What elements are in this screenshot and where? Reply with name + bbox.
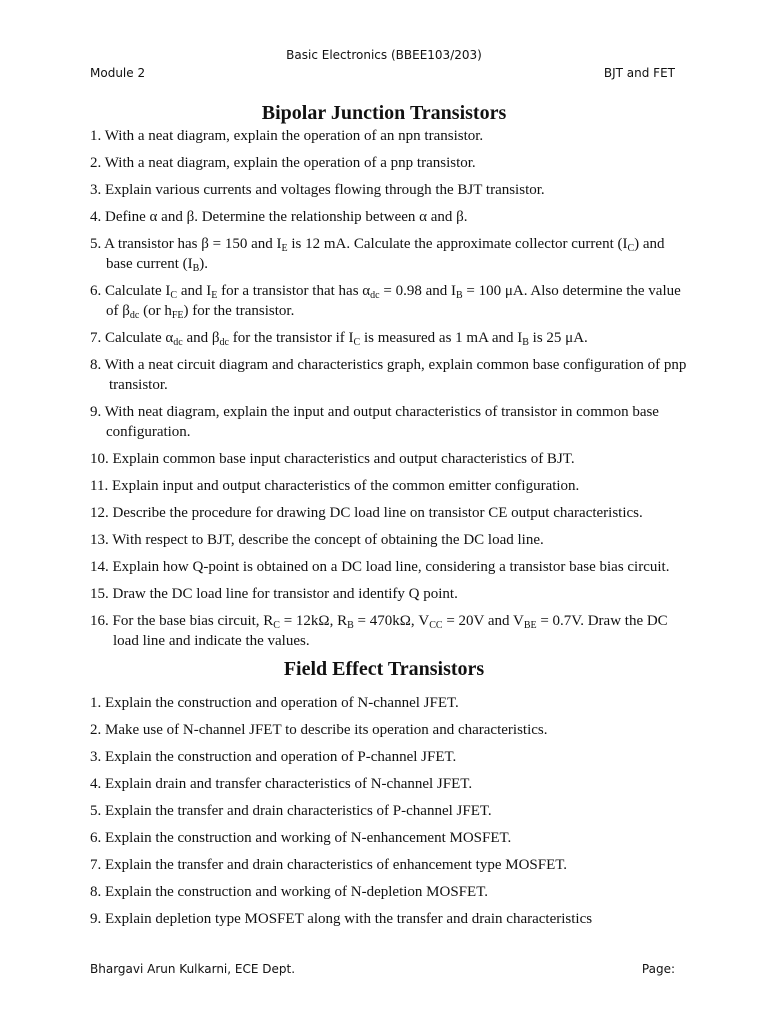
bjt-question-6: 6. Calculate $I_C$ and $I_E$ for a transistor that has $\alpha_{dc} = 0.98$ and $I_B = 100$ μA. Also determine the value of $\beta_{dc}$ (or $h_{FE}$) for the transistor. <box>90 283 681 321</box>
fet-question-2: 2. Make use of N-channel JFET to describe its operation and characteristics. <box>90 722 548 738</box>
bjt-question-8: 8. With a neat circuit diagram and characteristics graph, explain common base configuration of pnp transistor. <box>90 357 687 393</box>
bjt-question-7: 7. Calculate $\alpha_{dc}$ and $\beta_{dc}$ for the transistor if $I_C$ is measured as 1 mA and $I_B$ is 25 μA. <box>90 330 588 348</box>
course-header: Basic Electronics (BBEE103/203) <box>286 48 482 62</box>
fet-question-9: 9. Explain depletion type MOSFET along with the transfer and drain characteristics <box>90 911 593 927</box>
bjt-question-1: 1. With a neat diagram, explain the operation of an npn transistor. <box>90 128 484 144</box>
bjt-question-5: 5. A transistor has β = 150 and $I_E$ is 12 mA. Calculate the approximate collector current $(I_C)$ and base current $(I_B)$. <box>90 236 665 274</box>
fet-question-1: 1. Explain the construction and operation of N-channel JFET. <box>90 695 459 711</box>
fet-question-3: 3. Explain the construction and operation of P-channel JFET. <box>90 749 457 765</box>
fet-question-6: 6. Explain the construction and working of N-enhancement MOSFET. <box>90 830 512 846</box>
bjt-question-16: 16. For the base bias circuit, $R_C = 12k\Omega$, $R_B = 470k\Omega$, $V_{CC} = 20V$ and $V_{BE} = 0.7V$. Draw the DC load line and indicate the values. <box>90 613 668 649</box>
topic-label: BJT and FET <box>603 66 675 80</box>
fet-question-4: 4. Explain drain and transfer characteristics of N-channel JFET. <box>90 776 473 792</box>
bjt-question-15: 15. Draw the DC load line for transistor and identify Q point. <box>90 586 458 602</box>
bjt-question-12: 12. Describe the procedure for drawing DC load line on transistor CE output characteristics. <box>90 505 643 521</box>
footer-author: Bhargavi Arun Kulkarni, ECE Dept. <box>90 962 296 976</box>
fet-question-8: 8. Explain the construction and working of N-depletion MOSFET. <box>90 884 488 900</box>
footer-page: Page: <box>641 962 675 976</box>
bjt-question-10: 10. Explain common base input characteristics and output characteristics of BJT. <box>90 451 575 467</box>
module-label: Module 2 <box>90 66 146 80</box>
bjt-question-13: 13. With respect to BJT, describe the concept of obtaining the DC load line. <box>90 532 544 548</box>
fet-question-7: 7. Explain the transfer and drain characteristics of enhancement type MOSFET. <box>90 857 568 873</box>
bjt-question-9: 9. With neat diagram, explain the input and output characteristics of transistor in common base configuration. <box>90 404 659 440</box>
bjt-question-14: 14. Explain how Q-point is obtained on a DC load line, considering a transistor base bias circuit. <box>90 559 670 575</box>
section-title-bjt: Bipolar Junction Transistors <box>261 102 507 124</box>
bjt-question-4: 4. Define α and β. Determine the relationship between α and β. <box>90 209 468 225</box>
fet-question-5: 5. Explain the transfer and drain characteristics of P-channel JFET. <box>90 803 492 819</box>
bjt-question-2: 2. With a neat diagram, explain the operation of a pnp transistor. <box>90 155 476 171</box>
section-title-fet: Field Effect Transistors <box>283 658 485 680</box>
bjt-question-3: 3. Explain various currents and voltages flowing through the BJT transistor. <box>90 182 545 198</box>
bjt-question-11: 11. Explain input and output characteristics of the common emitter configuration. <box>90 478 580 494</box>
